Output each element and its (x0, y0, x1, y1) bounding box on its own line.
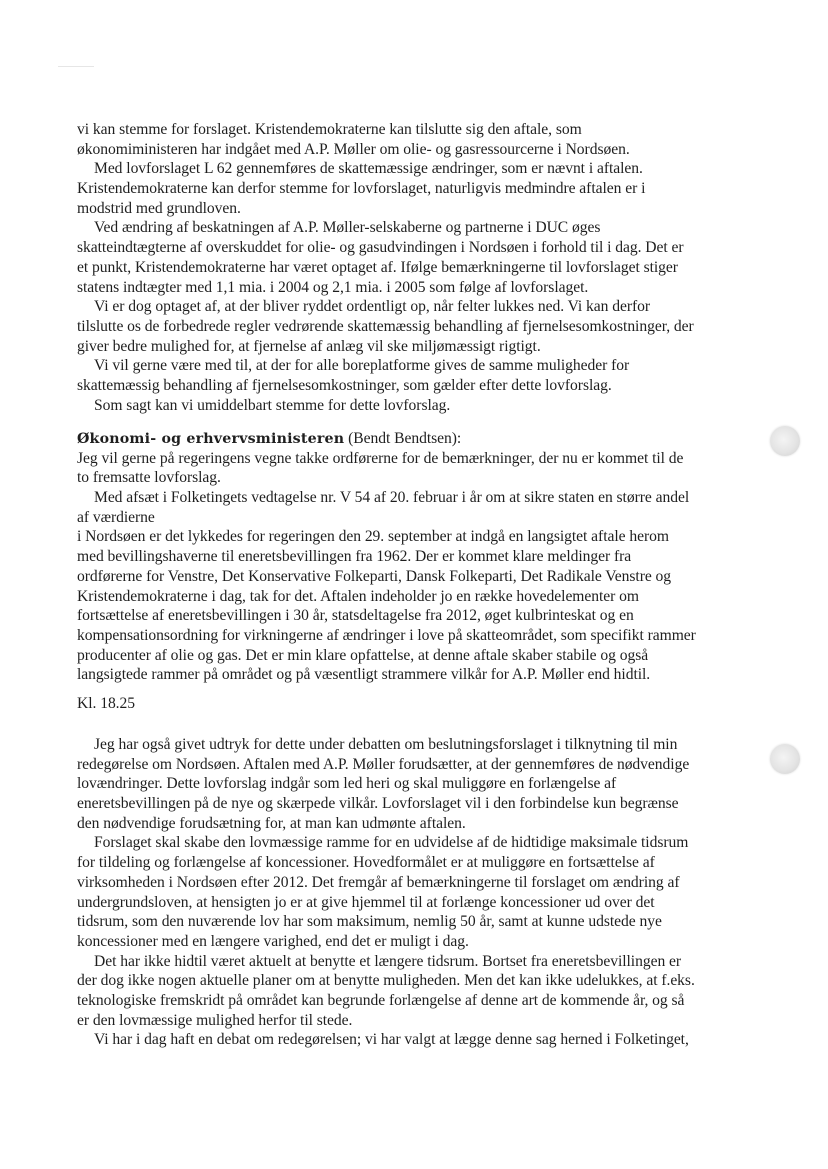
text-line: Jeg vil gerne på regeringens vegne takke ordførerne for de bemærkninger, der nu er kommet til de (77, 449, 684, 467)
text-line: lovændringer. Dette lovforslag indgår som led heri og skal muliggøre en forlængelse af (77, 775, 617, 793)
text-line: producenter af olie og gas. Det er min klare opfattelse, at denne aftale skaber stabile og også (77, 646, 649, 664)
text-line: med bevillingshaverne til eneretsbevillingen fra 1962. Der er kommet klare meldinger fra (77, 548, 632, 566)
speaker-title: Økonomi- og erhvervsministeren (77, 431, 345, 447)
punch-hole (770, 426, 800, 456)
text-line: økonomiministeren har indgået med A.P. Møller om olie- og gasressourcerne i Nordsøen. (77, 140, 630, 158)
text-line: virksomheden i Nordsøen efter 2012. Det fremgår af bemærkningerne til forslaget om ændring af (77, 873, 680, 891)
text-line: Jeg har også givet udtryk for dette under debatten om beslutningsforslaget i tilknytning til min (94, 736, 678, 753)
text-line: statens indtægter med 1,1 mia. i 2004 og 2,1 mia. i 2005 som følge af lovforslaget. (77, 278, 589, 296)
timestamp-block (77, 694, 767, 714)
text-line: kompensationsordning for virkningerne af ændringer i love på skatteområdet, som specifikt rammer (77, 626, 696, 644)
text-line: to fremsatte lovforslag. (77, 469, 221, 487)
text-line: Vi er dog optaget af, at der bliver ryddet ordentligt op, når felter lukkes ned. Vi kan derfor (94, 298, 651, 316)
text-line: skatteindtægterne af overskuddet for olie- og gasudvindingen i Nordsøen i forhold til i dag. Det er (77, 239, 684, 257)
text-line: Som sagt kan vi umiddelbart stemme for dette lovforslag. (94, 396, 451, 414)
text-line: i Nordsøen er det lykkedes for regeringen den 29. september at indgå en langsigtet aftale herom (77, 528, 669, 546)
paragraph-block-2 (77, 429, 767, 685)
text-line: langsigtede rammer på området og på væsentligt strammere vilkår for A.P. Møller end hidtil. (77, 666, 651, 684)
text-line: teknologiske fremskridt på området kan begrunde forlængelse af denne art de kommende år, og så (77, 991, 685, 1009)
speaker-heading (77, 429, 767, 449)
punch-hole (770, 744, 800, 774)
text-line: fortsættelse af eneretsbevillingen i 30 år, statsdeltagelse fra 2012, øget kulbrinteskat og en (77, 607, 634, 625)
text-line: af værdierne (77, 508, 155, 526)
paragraph-block-3 (77, 735, 767, 1050)
text-line: Kristendemokraterne i dag, tak for det. Aftalen indeholder jo en række hovedelementer om (77, 587, 639, 605)
text-line: Forslaget skal skabe den lovmæssige ramme for en udvidelse af de hidtidige maksimale tidsrum (94, 834, 689, 852)
text-line: Vi vil gerne være med til, at der for alle boreplatforme gives de samme muligheder for (94, 357, 630, 375)
text-line: vi kan stemme for forslaget. Kristendemokraterne kan tilslutte sig den aftale, som (77, 121, 582, 138)
text-line: undergrundsloven, at hensigten jo er at give hjemmel til at forlænge koncessioner ud over det (77, 893, 655, 911)
paragraph-block-1 (77, 120, 767, 415)
text-line: Det har ikke hidtil været aktuelt at benytte et længere tidsrum. Bortset fra eneretsbevillingen er (94, 952, 682, 970)
text-line: tidsrum, som den nuværende lov har som maksimum, nemlig 50 år, samt at kunne udstede nye (77, 913, 662, 931)
text-line: Med afsæt i Folketingets vedtagelse nr. V 54 af 20. februar i år om at sikre staten en større andel (94, 489, 690, 507)
text-line: Kristendemokraterne kan derfor stemme for lovforslaget, naturligvis medmindre aftalen er i (77, 180, 646, 198)
text-line: redegørelse om Nordsøen. Aftalen med A.P. Møller forudsætter, at der gennemføres de nødvendige (77, 755, 690, 773)
text-line: ordførerne for Venstre, Det Konservative Folkeparti, Dansk Folkeparti, Det Radikale Venstre og (77, 567, 672, 585)
text-line: eneretsbevillingen på de nye og skærpede vilkår. Lovforslaget vil i den forbindelse kun begrænse (77, 795, 679, 813)
text-line: er den lovmæssige mulighed herfor til stede. (77, 1011, 353, 1029)
text-line: tilslutte os de forbedrede regler vedrørende skattemæssig behandling af fjernelsesomkostninger, der (77, 317, 694, 335)
text-line: giver bedre mulighed for, at fjernelse af anlæg vil ske miljømæssigt rigtigt. (77, 337, 541, 355)
text-line: Med lovforslaget L 62 gennemføres de skattemæssige ændringer, som er nævnt i aftalen. (94, 160, 643, 178)
text-line: koncessioner med en længere varighed, end det er muligt i dag. (77, 932, 469, 950)
text-line: for tildeling og forlængelse af koncessioner. Hovedformålet er at muliggøre en fortsættelse af (77, 854, 655, 872)
timestamp: Kl. 18.25 (77, 695, 136, 712)
text-line: modstrid med grundloven. (77, 199, 241, 217)
scan-mark (58, 66, 94, 67)
text-line: Ved ændring af beskatningen af A.P. Møller-selskaberne og partnerne i DUC øges (94, 219, 601, 237)
text-line: et punkt, Kristendemokraterne har været optaget af. Ifølge bemærkningerne til lovforslaget stiger (77, 258, 678, 276)
text-line: den nødvendige forudsætning for, at man kan udmønte aftalen. (77, 814, 466, 832)
text-line: Vi har i dag haft en debat om redegørelsen; vi har valgt at lægge denne sag herned i Folketinget, (94, 1031, 689, 1049)
speaker-name: (Bendt Bendtsen): (344, 430, 462, 447)
text-line: skattemæssig behandling af fjernelsesomkostninger, som gælder efter dette lovforslag. (77, 376, 612, 394)
text-line: der dog ikke nogen aktuelle planer om at benytte muligheden. Men det kan ikke udelukkes, at f.eks. (77, 972, 695, 990)
